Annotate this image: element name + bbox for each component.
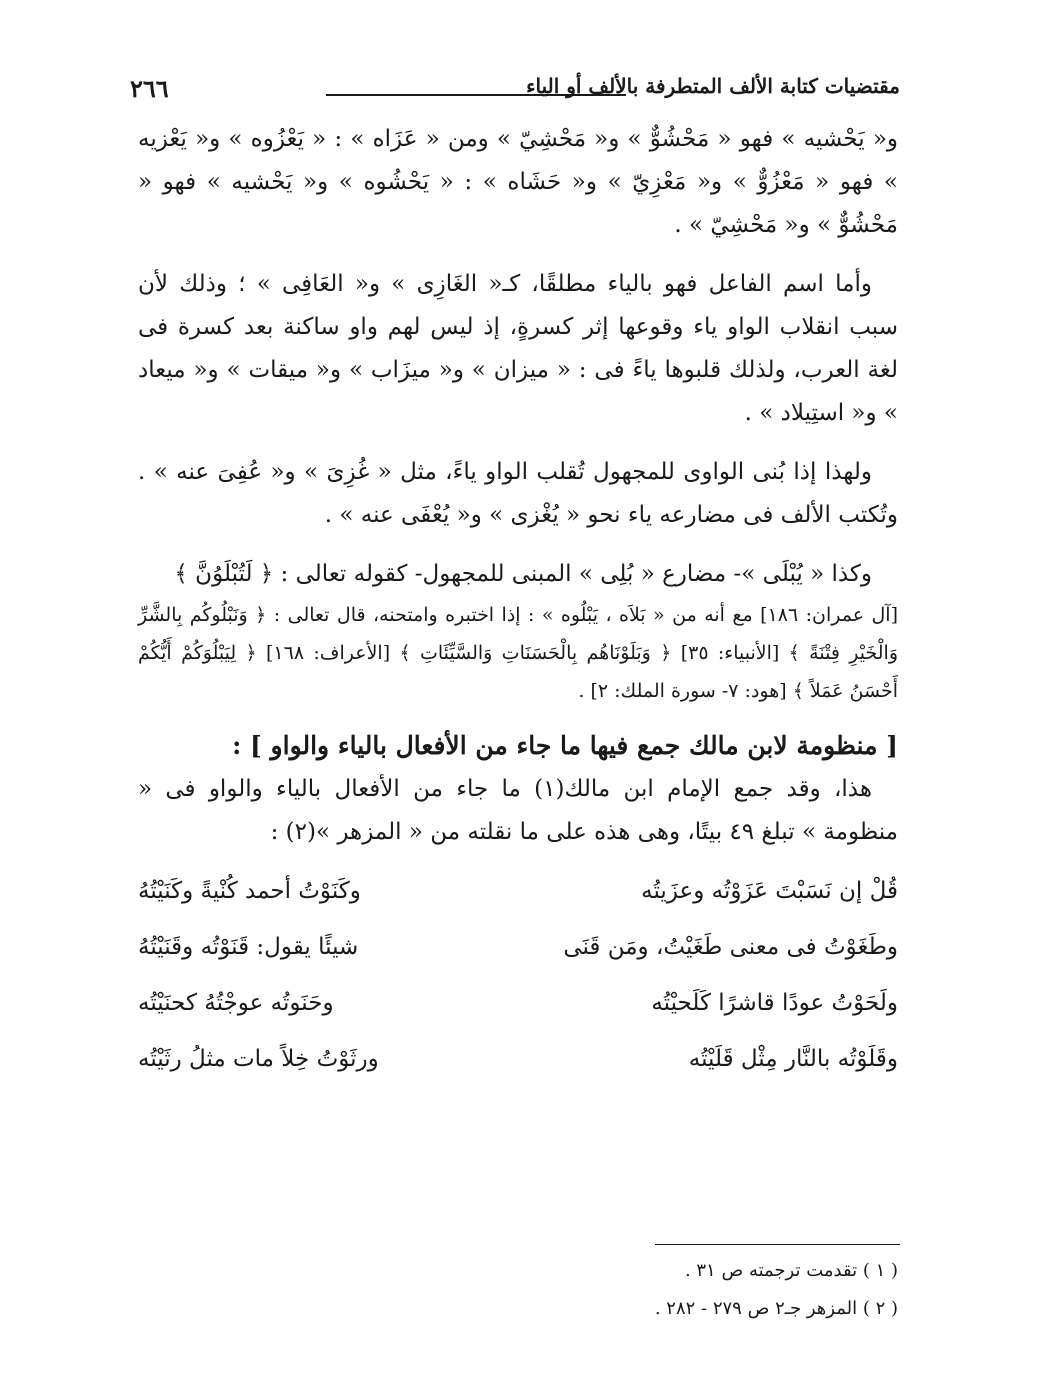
verse-line: [138, 866, 898, 916]
page-body: [138, 118, 898, 1090]
verse-second-hemistich: شيئًا يقول: قَنَوْتُه وقَنَيْتُهُ: [138, 934, 359, 960]
verse-first-hemistich: وطَغَوْتُ فى معنى طَغَيْتُ، ومَن قَنَى: [563, 934, 898, 960]
paragraph-4: وكذا « يُبْلَى »- مضارع « بُلِى » المبنى للمجهول- كقوله تعالى : ﴿ لَتُبْلَوُنَّ ﴾: [174, 561, 872, 587]
footnote-2: ( ٢ ) المزهر جـ٢ ص ٢٧٩ - ٢٨٢ .: [654, 1298, 898, 1319]
paragraph-1: و« يَحْشيه » فهو « مَحْشُوٌّ » و« مَحْشِيّ » ومن « عَزَاه » : « يَعْزُوه » و« يَعْزيه » فهو « مَعْزُوٌّ » و« مَعْزِيّ » و« حَشَاه » : « يَحْشُوه » و« يَحْشيه » فهو « مَحْشُوٌّ » و« مَحْشِيّ » .: [138, 126, 898, 238]
section-heading: [ منظومة لابن مالك جمع فيها ما جاء من الأفعال بالياء والواو ] :: [232, 731, 898, 760]
verse-line: [138, 978, 898, 1028]
footnote-1: ( ١ ) تقدمت ترجمته ص ٣١ .: [684, 1260, 898, 1281]
intro-paragraph: هذا، وقد جمع الإمام ابن مالك(١) ما جاء من الأفعال بالياء والواو فى « منظومة » تبلغ ٤٩ بيتًا، وهى هذه على ما نقلته من « المزهر »(٢) :: [138, 776, 898, 845]
running-title: مقتضيات كتابة الألف المتطرفة بالألف أو الياء: [526, 74, 900, 98]
verse-line: [138, 922, 898, 972]
verse-second-hemistich: وكَنَوْتُ أحمد كُنْيةً وكَنَيْتُهُ: [138, 878, 361, 904]
paragraph-2: وأما اسم الفاعل فهو بالياء مطلقًا، كـ« الغَازِى » و« العَافِى » ؛ وذلك لأن سبب انقلاب الواو ياء وقوعها إثر كسرةٍ، إذ ليس لهم واو ساكنة بعد كسرة فى لغة العرب، ولذلك قلبوها ياءً فى : « ميزان » و« ميزَاب » و« ميقات » و« ميعاد » و« استِيلاد » .: [138, 271, 898, 426]
page-header: [130, 72, 900, 112]
poem: [138, 866, 898, 1084]
quran-citations-paragraph: [آل عمران: ١٨٦] مع أنه من « بَلاَه ، يَبْلُوه » : إذا اختبره وامتحنه، قال تعالى : ﴿ وَنَبْلُوكُم بِالشَّرِّ وَالْخَيْرِ فِتْنَةً ﴾ [الأنبياء: ٣٥] ﴿ وَبَلَوْنَاهُم بِالْحَسَنَاتِ وَالسَّيِّئَاتِ ﴾ [الأعراف: ١٦٨] ﴿ لِيَبْلُوَكُمْ أَيُّكُمْ أَحْسَنُ عَمَلاً ﴾ [هود: ٧- سورة الملك: ٢] .: [138, 604, 898, 702]
footnote-rule: [655, 1244, 900, 1245]
verse-second-hemistich: وحَنَوتُه عوجْتُهُ كحنَيْتُه: [138, 990, 334, 1016]
footnotes: [298, 1252, 898, 1328]
verse-line: [138, 1034, 898, 1084]
page-number: ٢٦٦: [130, 74, 169, 103]
verse-first-hemistich: قُلْ إن نَسَبْتَ عَزَوْتُه وعزَيتُه: [641, 878, 898, 904]
verse-first-hemistich: ولَحَوْتُ عودًا قاشرًا كَلَحيْتُه: [651, 990, 898, 1016]
verse-first-hemistich: وقَلَوْتُه بالنَّار مِثْل قَلَيْتُه: [688, 1046, 898, 1072]
paragraph-3: ولهذا إذا بُنى الواوى للمجهول تُقلب الواو ياءً، مثل « غُزِىَ » و« عُفِىَ عنه » . وتُكتب الألف فى مضارعه ياء نحو « يُغْزى » و« يُعْفَى عنه » .: [138, 459, 898, 528]
verse-second-hemistich: ورثَوْتُ خِلاً مات مثلُ رثَيْتُه: [138, 1046, 379, 1072]
